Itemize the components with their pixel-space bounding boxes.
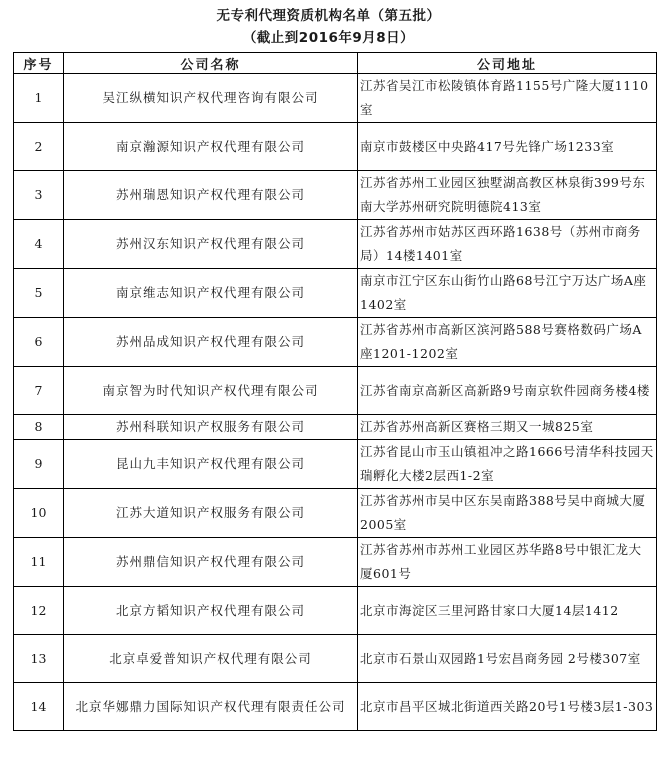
column-header-no: 序号 (14, 53, 64, 74)
company-address: 江苏省苏州市高新区滨河路588号赛格数码广场A座1201-1202室 (358, 318, 657, 367)
table-row (14, 538, 657, 587)
table-header-row (14, 53, 657, 74)
page-subtitle: （截止到2016年9月8日） (242, 30, 415, 46)
company-address: 北京市海淀区三里河路甘家口大厦14层1412 (358, 587, 657, 635)
company-name: 江苏大道知识产权服务有限公司 (64, 489, 358, 538)
company-name: 北京华娜鼎力国际知识产权代理有限责任公司 (64, 683, 358, 731)
company-name: 苏州鼎信知识产权代理有限公司 (64, 538, 358, 587)
company-address: 江苏省南京高新区高新路9号南京软件园商务楼4楼 (358, 367, 657, 415)
table-row (14, 171, 657, 220)
company-address: 江苏省苏州市姑苏区西环路1638号（苏州市商务局）14楼1401室 (358, 220, 657, 269)
company-name: 南京维志知识产权代理有限公司 (64, 269, 358, 318)
row-number: 14 (14, 683, 64, 731)
column-header-name: 公司名称 (64, 53, 358, 74)
row-number: 8 (14, 415, 64, 440)
company-name: 北京方韬知识产权代理有限公司 (64, 587, 358, 635)
company-address: 江苏省苏州工业园区独墅湖高教区林泉街399号东南大学苏州研究院明德院413室 (358, 171, 657, 220)
table-row (14, 269, 657, 318)
row-number: 2 (14, 123, 64, 171)
company-name: 昆山九丰知识产权代理有限公司 (64, 440, 358, 489)
table-row (14, 635, 657, 683)
company-address: 江苏省苏州市吴中区东吴南路388号吴中商城大厦2005室 (358, 489, 657, 538)
company-name: 苏州瑞恩知识产权代理有限公司 (64, 171, 358, 220)
row-number: 3 (14, 171, 64, 220)
row-number: 10 (14, 489, 64, 538)
table-row (14, 683, 657, 731)
table-row (14, 318, 657, 367)
table-row (14, 489, 657, 538)
row-number: 5 (14, 269, 64, 318)
company-address: 江苏省昆山市玉山镇祖冲之路1666号清华科技园天瑞孵化大楼2层西1-2室 (358, 440, 657, 489)
page-title: 无专利代理资质机构名单（第五批） (216, 8, 441, 24)
row-number: 6 (14, 318, 64, 367)
row-number: 9 (14, 440, 64, 489)
row-number: 7 (14, 367, 64, 415)
company-name: 北京卓爱普知识产权代理有限公司 (64, 635, 358, 683)
row-number: 1 (14, 74, 64, 123)
table-row (14, 440, 657, 489)
row-number: 12 (14, 587, 64, 635)
company-address: 北京市石景山双园路1号宏昌商务园 2号楼307室 (358, 635, 657, 683)
company-name: 苏州汉东知识产权代理有限公司 (64, 220, 358, 269)
table-row (14, 367, 657, 415)
company-name: 南京瀚源知识产权代理有限公司 (64, 123, 358, 171)
company-address: 江苏省苏州高新区赛格三期又一城825室 (358, 415, 657, 440)
company-name: 苏州品成知识产权代理有限公司 (64, 318, 358, 367)
row-number: 4 (14, 220, 64, 269)
table-row (14, 220, 657, 269)
table-row (14, 587, 657, 635)
company-name: 吴江纵横知识产权代理咨询有限公司 (64, 74, 358, 123)
company-address: 南京市江宁区东山街竹山路68号江宁万达广场A座1402室 (358, 269, 657, 318)
table-row (14, 415, 657, 440)
company-address: 北京市昌平区城北街道西关路20号1号楼3层1-303 (358, 683, 657, 731)
company-address: 南京市鼓楼区中央路417号先锋广场1233室 (358, 123, 657, 171)
table-row (14, 74, 657, 123)
company-address: 江苏省苏州市苏州工业园区苏华路8号中银汇龙大厦601号 (358, 538, 657, 587)
row-number: 13 (14, 635, 64, 683)
company-address: 江苏省吴江市松陵镇体育路1155号广隆大厦1110室 (358, 74, 657, 123)
column-header-address: 公司地址 (358, 53, 657, 74)
company-name: 苏州科联知识产权服务有限公司 (64, 415, 358, 440)
agency-list-table (13, 52, 657, 731)
company-name: 南京智为时代知识产权代理有限公司 (64, 367, 358, 415)
table-row (14, 123, 657, 171)
row-number: 11 (14, 538, 64, 587)
